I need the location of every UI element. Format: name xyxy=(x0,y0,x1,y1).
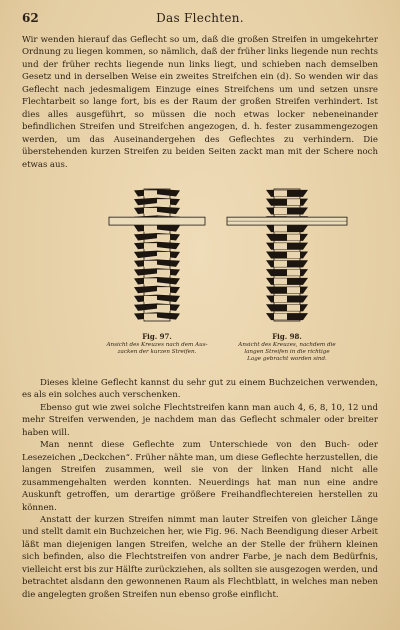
figure-97-label: Fig. 97. xyxy=(142,332,172,341)
paragraph-2: Dieses kleine Geflecht kannst du sehr gut zu einem Buchzeichen verwenden, es als ein solches auch verschenken. xyxy=(22,378,378,401)
figure-98-caption-line-1: Ansicht des Kreuzes, nachdem die xyxy=(238,342,336,348)
weave-gap xyxy=(157,234,170,240)
weave-gap xyxy=(157,305,170,311)
weave-gap xyxy=(287,199,300,205)
page-header xyxy=(22,10,378,26)
weave-gap xyxy=(274,190,287,196)
figure-98-cross-illustration xyxy=(212,185,362,330)
weave-gap xyxy=(274,226,287,232)
paragraph-1 xyxy=(22,34,378,171)
paragraph-5: Anstatt der kurzen Streifen nimmt man lauter Streifen von gleicher Länge und stellt damit ein Buchzeichen her, wie Fig. 96. Nach Beendigung dieser Arbeit läßt man diejenigen langen Streifen, welche an der Stelle der frühern kleinen sich befinden, also die Flechtstreifen von andrer Farbe, je nach dem Bedürfnis, vielleicht erst bis zur Hälfte zurückziehen, als sollten sie ausgezogen werden, und betrachtet alsdann den gewonnenen Raum als Flechtblatt, in welches man neben die angelegten großen Streifen nun ebenso große einflicht. xyxy=(22,514,378,600)
weave-gap xyxy=(157,270,170,276)
figure-97-caption-line-1: Ansicht des Kreuzes nach dem Aus- xyxy=(106,342,208,348)
figure-98-caption xyxy=(212,342,362,364)
figure-98-caption-line-2: langen Streifen in die richtige xyxy=(244,349,330,356)
weave-gap xyxy=(274,278,287,284)
paragraph-3: Ebenso gut wie zwei solche Flechtstreifen kann man auch 4, 6, 8, 10, 12 und mehr Streifen verwenden, je nachdem man das Geflecht schmaler oder breiter haben will. xyxy=(22,402,378,438)
weave-gap xyxy=(144,278,157,284)
lower-text-block xyxy=(22,377,378,601)
weave-gap xyxy=(144,208,157,214)
weave-gap xyxy=(274,243,287,249)
figure-97 xyxy=(82,185,232,365)
figure-98 xyxy=(212,185,362,365)
weave-gap xyxy=(144,296,157,302)
weave-gap xyxy=(287,270,300,276)
weave-gap xyxy=(144,243,157,249)
weave-gap xyxy=(274,261,287,267)
weave-gap xyxy=(274,314,287,320)
weave-gap xyxy=(144,314,157,320)
figure-98-caption-line-3: Lage gebracht worden sind. xyxy=(247,356,327,363)
figure-97-cross-illustration xyxy=(82,185,232,330)
paragraph-4: Man nennt diese Geflechte zum Unterschiede von den Buch- oder Lesezeichen „Deckchen“. Früher nähte man, um diese Geflechte herzustellen, die langen Streifen zusammen, weil sie von der linken Hand nicht alle zusammengehalten werden konnten. Neuerdings hat man nun eine andre Auskunft getroffen, um derartige größere Freihandflechtereien herstellen zu können. xyxy=(22,440,378,513)
cross-bar xyxy=(109,217,205,225)
weave-gap xyxy=(287,287,300,293)
weave-gap xyxy=(157,252,170,258)
weave-gap xyxy=(144,190,157,196)
page-number: 62 xyxy=(22,11,39,25)
weave-gap xyxy=(274,208,287,214)
figure-97-caption xyxy=(82,342,232,356)
weave-gap xyxy=(157,199,170,205)
weave-gap xyxy=(274,296,287,302)
figure-97-caption-line-2: zacken der kurzen Streifen. xyxy=(117,349,197,356)
weave-gap xyxy=(144,226,157,232)
weave-gap xyxy=(287,252,300,258)
weave-gap xyxy=(144,261,157,267)
running-title: Das Flechten. xyxy=(156,11,244,25)
figure-98-label: Fig. 98. xyxy=(272,332,302,341)
weave-gap xyxy=(287,234,300,240)
weave-gap xyxy=(157,287,170,293)
weave-gap xyxy=(287,305,300,311)
figures-row xyxy=(22,185,378,365)
paragraph-1-text: Wir wenden hierauf das Geflecht so um, daß die großen Streifen in umgekehrter Ordnung zu liegen kommen, so nämlich, daß der früher links liegende nun rechts und der früher rechts liegende nun links liegt, und schieben nach demselben Gesetz und in derselben Weise ein zweites Streifchen ein (d). So wenden wir das Geflecht nach jedesmaligem Einzuge eines Streifchens um und setzen unsre Flechtarbeit so lange fort, bis es der Raum der großen Streifen verhindert. Ist dies alles ausgeführt, so müssen die noch etwas locker nebeneinander befindlichen Streifen und Streifchen angezogen, d. h. fester zusammengezogen werden, um das Auseinandergehen des Geflechtes zu verhindern. Die überstehenden kurzen Streifen zu beiden Seiten zackt man mit der Schere noch etwas aus. xyxy=(22,35,378,170)
